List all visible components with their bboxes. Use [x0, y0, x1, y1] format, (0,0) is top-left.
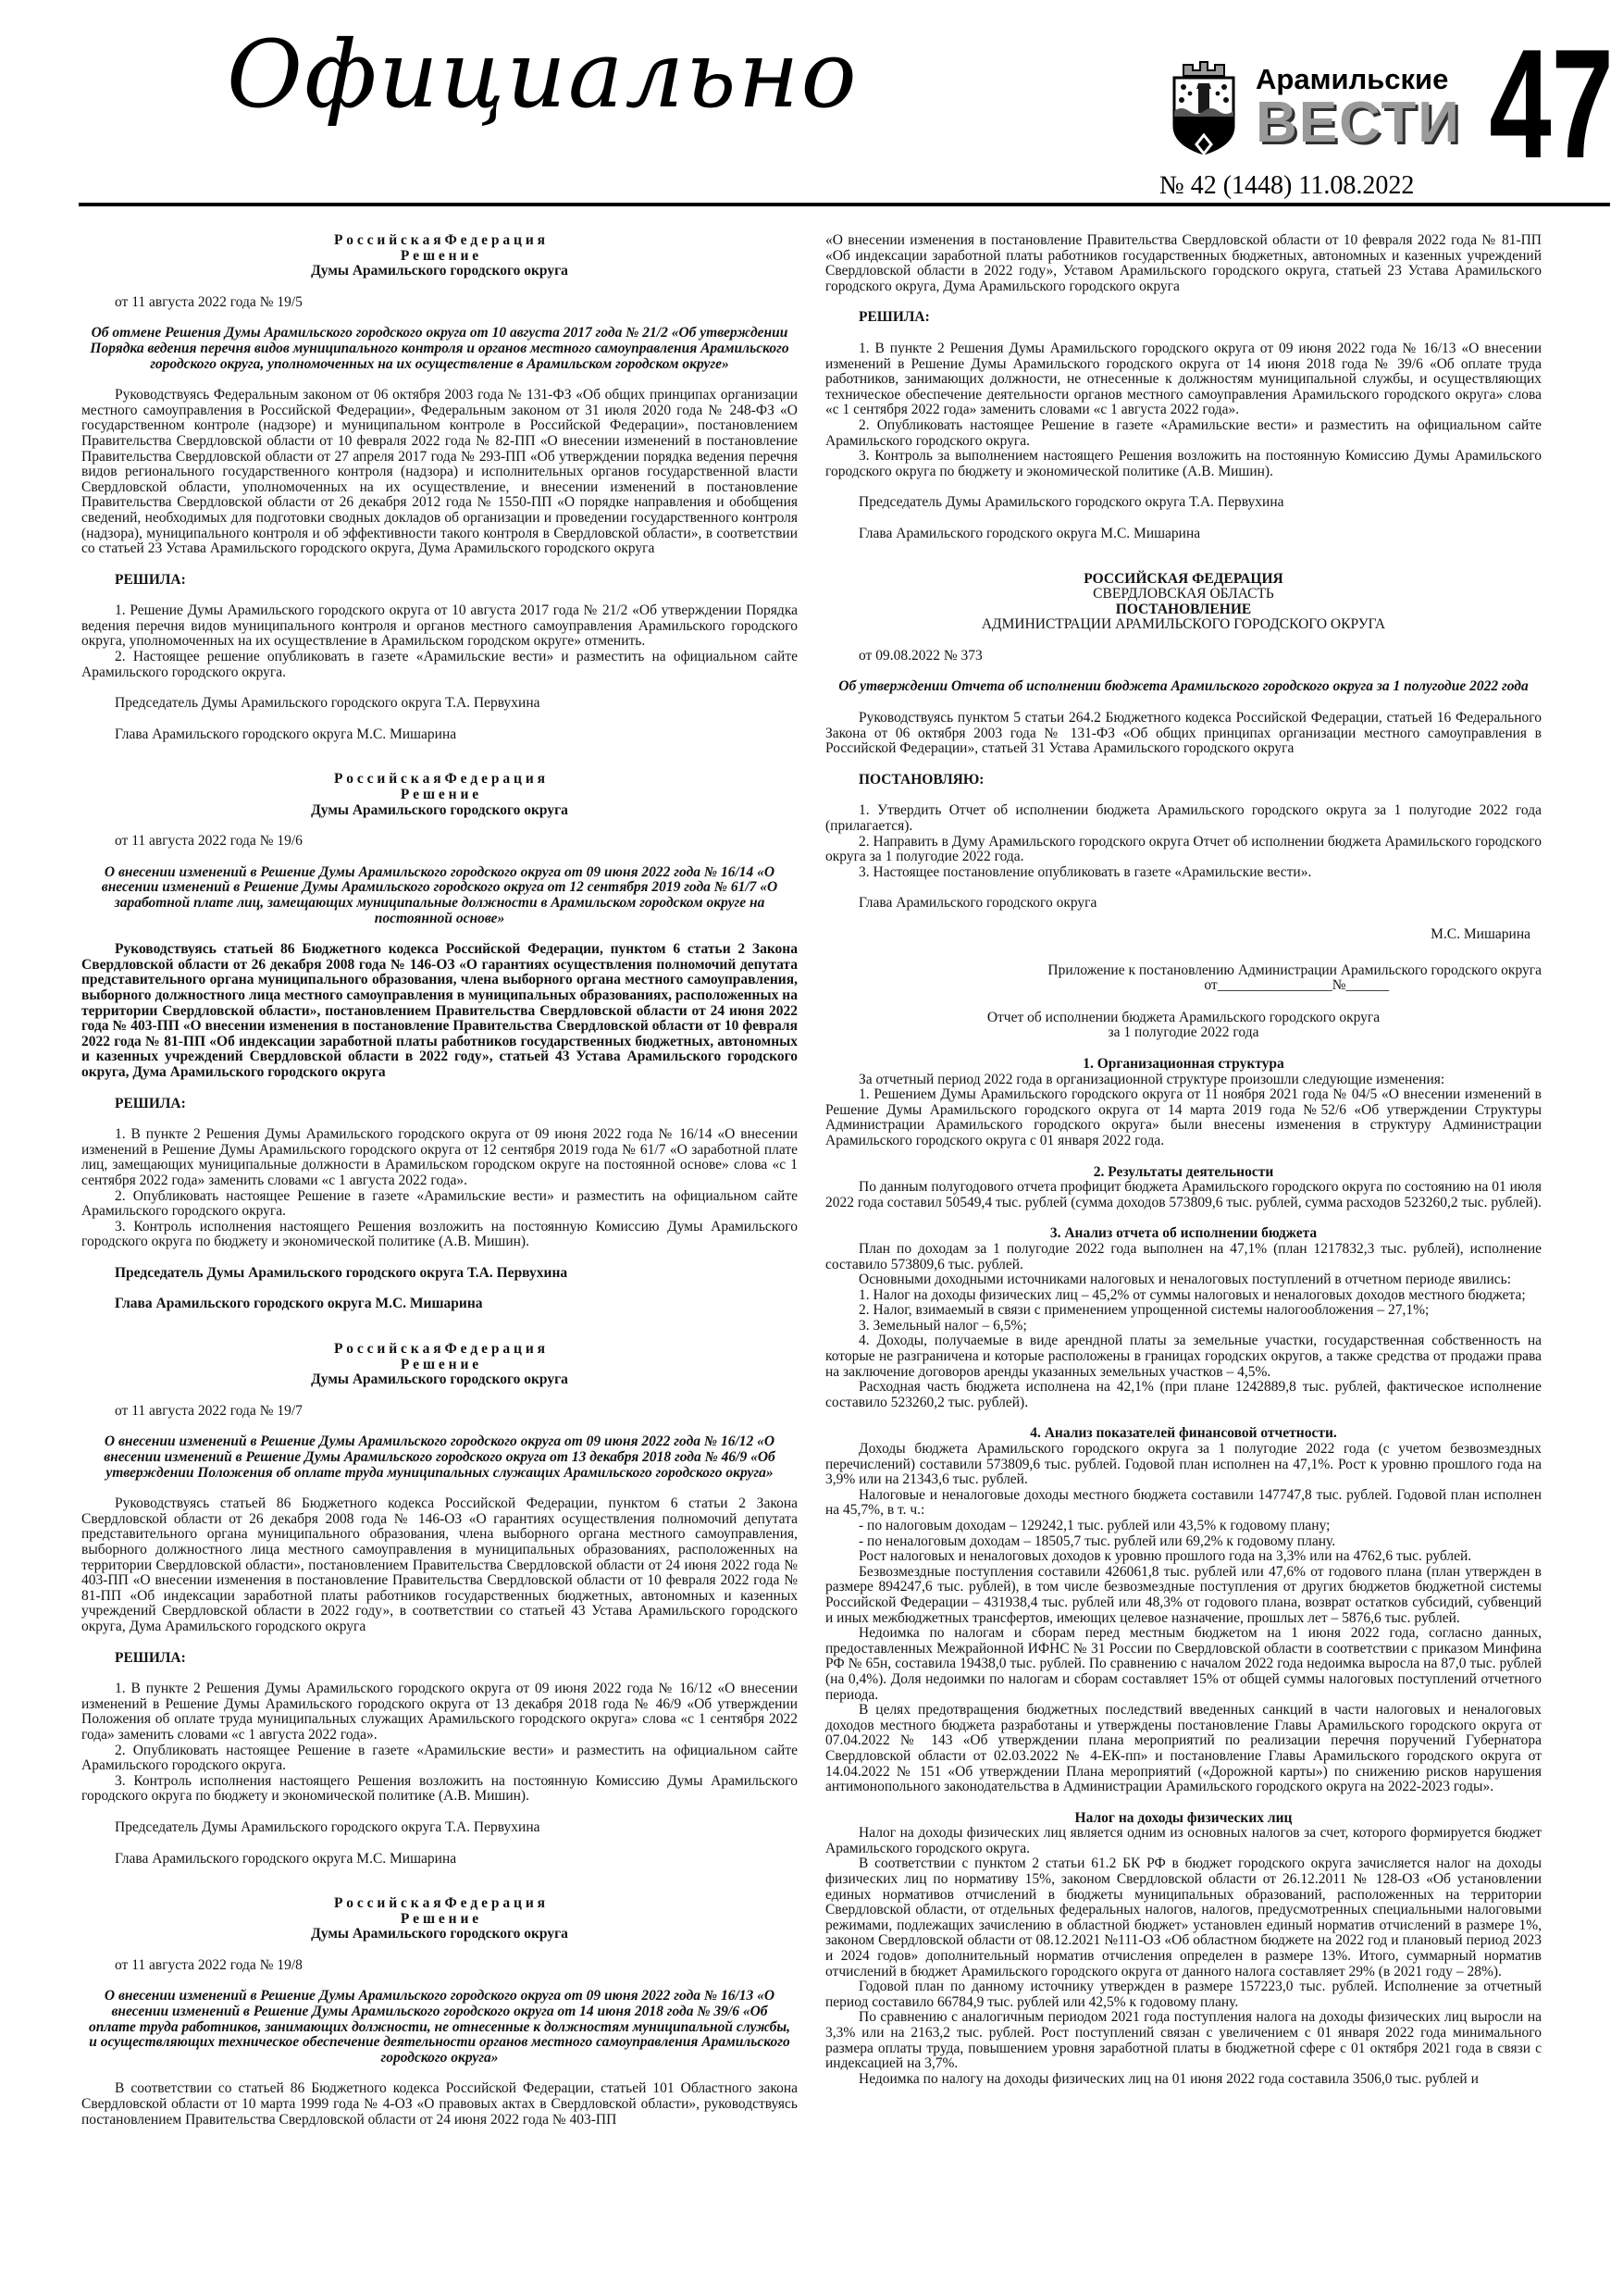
paragraph: 2. Направить в Думу Арамильского городского округа Отчет об исполнении бюджета Арамильского городского округа за 1 полугодие 2022 года.: [825, 833, 1542, 865]
content-columns: [81, 233, 1542, 2128]
paragraph: Основными доходными источниками налоговых и неналоговых поступлений в отчетном периоде явились:: [859, 1272, 1512, 1288]
paragraph: Рост налоговых и неналоговых доходов к уровню прошлого года на 3,3% или на 4762,6 тыс. рублей.: [859, 1548, 1472, 1565]
doc-heading: Р е ш е н и е: [400, 1356, 479, 1372]
paragraph: Руководствуясь статьей 86 Бюджетного кодекса Российской Федерации, пунктом 6 статьи 2 Закона Свердловской области от 26 декабря 2008 года № 146-ОЗ «О гарантиях осуществления полномочий депутата представительного органа муниципального образования, члена выборного органа местного самоуправления, выборного должностного лица местного самоуправления в муниципальных образованиях, расположенных на территории Свердловской области», постановлением Правительства Свердловской области от 24 июня 2022 года № 403-ПП «О внесении изменения в постановление Правительства Свердловской области от 10 февраля 2022 года № 81-ПП «Об индексации заработной платы работников государственных бюджетных, автономных и казенных учреждений Свердловской области в 2022 году», статьей 43 Устава Арамильского городского округа, Дума Арамильского городского округа: [81, 941, 798, 1080]
doc-heading-line: Отчет об исполнении бюджета Арамильского городского округа: [986, 1009, 1381, 1025]
paragraph: Руководствуясь статьей 86 Бюджетного кодекса Российской Федерации, пунктом 6 статьи 2 Закона Свердловской области от 26 декабря 2008 года № 146-ОЗ «О гарантиях осуществления полномочий депутата представительного органа муниципального образования, члена выборного органа местного самоуправления, выборного должностного лица местного самоуправления в муниципальных образованиях, расположенных на территории Свердловской области», постановлением Правительства Свердловской области от 24 июня 2022 года № 403-ПП «О внесении изменения в постановление Правительства Свердловской области от 10 февраля 2022 года № 81-ПП «Об индексации заработной платы работников государственных бюджетных, автономных и казенных учреждений Свердловской области в 2022 году», в соответствии со статьей 43 Устава Арамильского городского округа, Дума Арамильского городского округа: [81, 1496, 798, 1634]
paragraph: 2. Опубликовать настоящее Решение в газете «Арамильские вести» и разместить на официальном сайте Арамильского городского округа.: [825, 416, 1542, 449]
paragraph: Налоговые и неналоговые доходы местного бюджета составили 147747,8 тыс. рублей. Годовой план исполнен на 45,7%, в т. ч.:: [825, 1486, 1542, 1519]
doc-heading: Думы Арамильского городского округа: [311, 801, 568, 818]
paragraph: 2. Опубликовать настоящее Решение в газете «Арамильские вести» и разместить на официальном сайте Арамильского городского округа.: [81, 1187, 798, 1220]
signature: Глава Арамильского городского округа М.С. Мишарина: [115, 726, 457, 742]
paragraph: 3. Земельный налог – 6,5%;: [859, 1317, 1027, 1334]
appendix-ref: от________________№______: [1204, 977, 1389, 994]
doc-heading: Р о с с и й с к а я Ф е д е р а ц и я: [333, 232, 546, 248]
doc-heading-line: АДМИНИСТРАЦИИ АРАМИЛЬСКОГО ГОРОДСКОГО ОКРУГА: [981, 616, 1386, 633]
page-number: 47: [1489, 17, 1614, 191]
paragraph: 1. В пункте 2 Решения Думы Арамильского городского округа от 09 июня 2022 года № 16/12 «О внесении изменений в Решение Думы Арамильского городского округа от 13 декабря 2018 года № 46/9 «Об утверждении Положения об оплате труда муниципальных служащих Арамильского городского округа» слова «с 1 сентября 2022 года» заменить словами «с 1 августа 2022 года».: [81, 1681, 798, 1743]
signature: Председатель Думы Арамильского городского округа Т.А. Первухина: [115, 695, 540, 712]
masthead: [1159, 56, 1461, 167]
doc-heading: Р о с с и й с к а я Ф е д е р а ц и я: [333, 771, 546, 788]
signature-name: М.С. Мишарина: [1431, 926, 1530, 942]
doc-heading: Р е ш е н и е: [400, 787, 479, 803]
paragraph: 1. Решение Думы Арамильского городского округа от 10 августа 2017 года № 21/2 «Об утверждении Порядка ведения перечня видов муниципального контроля и органов местного самоуправления Арамильского городского округа, уполномоченных на их осуществление в Арамильском городском округе» отменить.: [81, 602, 798, 650]
doc-heading: Р о с с и й с к а я Ф е д е р а ц и я: [333, 1341, 546, 1358]
masthead-name-top: Арамильские: [1256, 63, 1449, 95]
operative-heading: РЕШИЛА:: [859, 309, 930, 326]
operative-heading: РЕШИЛА:: [115, 1649, 186, 1666]
paragraph: - по налоговым доходам – 129242,1 тыс. рублей или 43,5% к годовому плану;: [859, 1518, 1331, 1533]
doc-heading-line: за 1 полугодие 2022 года: [1108, 1024, 1259, 1041]
paragraph: 3. Контроль за выполнением настоящего Решения возложить на постоянную Комиссию Думы Арамильского городского округа по бюджету и экономической политике (А.В. Мишин).: [825, 448, 1542, 479]
signature: Глава Арамильского городского округа М.С. Мишарина: [859, 525, 1201, 541]
signature: Глава Арамильского городского округа М.С. Мишарина: [115, 1296, 483, 1312]
doc-heading: Думы Арамильского городского округа: [311, 263, 568, 279]
column-right: [825, 233, 1542, 2128]
signature: Председатель Думы Арамильского городского округа Т.А. Первухина: [115, 1818, 540, 1835]
paragraph: Безвозмездные поступления составили 426061,8 тыс. рублей или 47,6% от годового плана (план утвержден в размере 894247,6 тыс. рублей), в том числе безвозмездные поступления от других бюджетов бюджетной системы Российской Федерации – 431938,4 тыс. рублей или 48,3% от годового плана, возврат остатков субсидий, субвенций и иных межбюджетных трансфертов, имеющих целевое назначение, прошлых лет – 5876,6 тыс. рублей.: [825, 1563, 1542, 1626]
paragraph: Годовой план по данному источнику утвержден в размере 157223,0 тыс. рублей. Исполнение за отчетный период составило 66784,9 тыс. рублей или 42,5% к годовому плану.: [825, 1979, 1542, 2010]
paragraph: 3. Контроль исполнения настоящего Решения возложить на постоянную Комиссию Думы Арамильского городского округа по бюджету и экономической политике (А.В. Мишин).: [81, 1218, 798, 1250]
paragraph: 1. В пункте 2 Решения Думы Арамильского городского округа от 09 июня 2022 года № 16/13 «О внесении изменений в Решение Думы Арамильского городского округа от 14 июня 2018 года № 39/6 «Об оплате труда работников, занимающих должности, не отнесенные к должностям муниципальной службы, и осуществляющих техническое обеспечение деятельности органов местного самоуправления Арамильского городского округа» слова «с 1 сентября 2022 года» заменить словами «с 1 августа 2022 года».: [825, 340, 1542, 418]
paragraph: «О внесении изменения в постановление Правительства Свердловской области от 10 февраля 2022 года № 81-ПП «Об индексации заработной платы работников государственных бюджетных, автономных и казенных учреждений Свердловской области в 2022 году», Уставом Арамильского городского округа, статьей 23 Устава Арамильского городского округа, Дума Арамильского городского округа: [825, 232, 1542, 294]
paragraph: 2. Настоящее решение опубликовать в газете «Арамильские вести» и разместить на официальном сайте Арамильского городского округа.: [81, 649, 798, 680]
paragraph: По данным полугодового отчета профицит бюджета Арамильского городского округа по состоянию на 01 июля 2022 года составил 50549,4 тыс. рублей (сумма доходов 573809,6 тыс. рублей, сумма расходов 523260,2 тыс. рублей).: [825, 1179, 1542, 1210]
paragraph: Налог на доходы физических лиц является одним из основных налогов за счет, которого формируется бюджет Арамильского городского округа.: [825, 1825, 1542, 1856]
doc-heading: Думы Арамильского городского округа: [311, 1926, 568, 1942]
paragraph: По сравнению с аналогичным периодом 2021 года поступления налога на доходы физических лиц выросли на 3,3% или на 2163,2 тыс. рублей. Рост поступлений связан с увеличением с 01 января 2022 года минимального размера оплаты труда, повышением уровня заработной платы в бюджетной сфере с 01 октября 2021 года в связи с индексацией на 3,7%.: [825, 2009, 1542, 2072]
doc-heading: РОССИЙСКАЯ ФЕДЕРАЦИЯ: [1084, 570, 1283, 587]
paragraph: За отчетный период 2022 года в организационной структуре произошли следующие изменения:: [859, 1071, 1445, 1087]
column-left: [81, 233, 798, 2128]
doc-heading: Р о с с и й с к а я Ф е д е р а ц и я: [333, 1895, 546, 1912]
doc-date: от 11 августа 2022 года № 19/8: [115, 1956, 303, 1973]
paragraph: Недоимка по налогу на доходы физических лиц на 01 июня 2022 года составила 3506,0 тыс. рублей и: [859, 2070, 1479, 2087]
paragraph: Доходы бюджета Арамильского городского округа за 1 полугодие 2022 года (с учетом безвозмездных перечислений) составили 573809,6 тыс. рублей. Годовой план исполнен на 47,1%. Рост к уровню прошлого года на 3,9% или на 21343,6 тыс. рублей.: [825, 1441, 1542, 1488]
masthead-vesti: ВЕСТИ: [1256, 91, 1461, 155]
operative-heading: ПОСТАНОВЛЯЮ:: [859, 771, 985, 788]
section-heading: Налог на доходы физических лиц: [1074, 1809, 1293, 1826]
signature: Председатель Думы Арамильского городского округа Т.А. Первухина: [115, 1264, 568, 1281]
signature: Глава Арамильского городского округа М.С. Мишарина: [115, 1850, 457, 1867]
paragraph: 3. Контроль исполнения настоящего Решения возложить на постоянную Комиссию Думы Арамильского городского округа по бюджету и экономической политике (А.В. Мишин).: [81, 1772, 798, 1805]
doc-date: от 09.08.2022 № 373: [859, 647, 983, 664]
doc-heading: ПОСТАНОВЛЕНИЕ: [1115, 601, 1252, 617]
doc-heading-line: СВЕРДЛОВСКАЯ ОБЛАСТЬ: [1093, 586, 1274, 602]
paragraph: Руководствуясь Федеральным законом от 06 октября 2003 года № 131-ФЗ «Об общих принципах организации местного самоуправления в Российской Федерации», Федеральным законом от 31 июля 2020 года № 248-ФЗ «О государственном контроле (надзоре) и муниципальном контроле в Российской Федерации», постановлением Правительства Свердловской области от 10 февраля 2022 года № 82-ПП «О внесении изменений в постановление Правительства Свердловской области от 27 апреля 2017 года № 293-ПП «Об утверждении порядка ведения перечня видов регионального государственного контроля (надзора) и исполнительных органов государственной власти Свердловской области, уполномоченных на их осуществление, и внесении изменений в постановление Правительства Свердловской области от 26 декабря 2012 года № 1550-ПП «О порядке направления и обобщения сведений, необходимых для подготовки сводных докладов об организации и проведении государственного контроля (надзора), муниципального контроля и об эффективности такого контроля в Свердловской области», в соответствии со статьей 23 Устава Арамильского городского округа, Дума Арамильского городского округа: [81, 387, 798, 557]
paragraph: Руководствуясь пунктом 5 статьи 264.2 Бюджетного кодекса Российской Федерации, статьей 16 Федерального Закона от 06 октября 2003 года № 131-ФЗ «Об общих принципах организации местного самоуправления в Российской Федерации», статьей 31 Устава Арамильского городского округа: [825, 710, 1542, 757]
paragraph: В соответствии с пунктом 2 статьи 61.2 БК РФ в бюджет городского округа зачисляется налог на доходы физических лиц по нормативу 15%, законом Свердловской области от 26.12.2011 № 128-ОЗ «Об установлении единых нормативов отчислений в бюджеты муниципальных образований, расположенных на территории Свердловской области, от отдельных федеральных налогов, налогов, предусмотренных специальными налоговыми режимами, подлежащих зачислению в областной бюджет» установлен единый норматив отчислений в размере 1%, законом Свердловской области от 08.12.2021 №111-ОЗ «Об областном бюджете на 2022 год и плановый период 2023 и 2024 годов» дополнительный норматив отчисления определен в размере 13%. Итого, суммарный норматив отчислений в бюджет Арамильского городского округа от данного налога составляет 29% (в 2021 году – 28%).: [825, 1855, 1542, 1980]
paragraph: 1. Утвердить Отчет об исполнении бюджета Арамильского городского округа за 1 полугодие 2022 года (прилагается).: [825, 802, 1542, 835]
paragraph: 4. Доходы, получаемые в виде арендной платы за земельные участки, государственная собственность на которые не разграничена и которые расположены в границах городских округов, а также средства от продажи права на заключение договоров аренды указанных земельных участков – 4,5%.: [825, 1333, 1542, 1380]
section-heading: 1. Организационная структура: [1083, 1055, 1284, 1072]
doc-date: от 11 августа 2022 года № 19/5: [115, 293, 303, 310]
section-heading: 4. Анализ показателей финансовой отчетности.: [1030, 1425, 1337, 1442]
paragraph: 1. Решением Думы Арамильского городского округа от 11 ноября 2021 года № 04/5 «О внесении изменений в Решение Думы Арамильского городского округа от 14 марта 2019 года №52/6 «Об утверждении Структуры Администрации Арамильского городского округа» были внесены изменения в структуру Администрации Арамильского городского округа с 01 января 2022 года.: [825, 1086, 1542, 1148]
paragraph: 2. Налог, взимаемый в связи с применением упрощенной системы налогообложения – 27,1%;: [859, 1302, 1430, 1319]
aramil-coat-of-arms-icon: [1159, 56, 1248, 167]
section-heading: 2. Результаты деятельности: [1093, 1163, 1274, 1180]
signature: Председатель Думы Арамильского городского округа Т.А. Первухина: [859, 494, 1284, 511]
doc-title: Об отмене Решения Думы Арамильского городского округа от 10 августа 2017 года № 21/2 «Об утверждении Порядка ведения перечня видов муниципального контроля и органов местного самоуправления Арамильского городского округа, уполномоченных на их осуществление в Арамильском городском округе»: [90, 325, 789, 372]
appendix-ref: Приложение к постановлению Администрации Арамильского городского округа: [1047, 962, 1542, 978]
paragraph: 2. Опубликовать настоящее Решение в газете «Арамильские вести» и разместить на официальном сайте Арамильского городского округа.: [81, 1742, 798, 1774]
doc-heading: Думы Арамильского городского округа: [311, 1371, 568, 1388]
doc-title: О внесении изменений в Решение Думы Арамильского городского округа от 09 июня 2022 года № 16/14 «О внесении изменений в Решение Думы Арамильского городского округа от 12 сентября 2019 года № 61/7 «О заработной плате лиц, замещающих муниципальные должности в Арамильском городском округе на постоянной основе»: [101, 863, 778, 926]
doc-heading: Р е ш е н и е: [400, 247, 479, 264]
paragraph: В целях предотвращения бюджетных последствий введенных санкций в части налоговых и неналоговых доходов местного бюджета разработаны и утверждены постановление Главы Арамильского городского округа от 07.04.2022 № 143 «Об утверждении плана мероприятий по реализации перечня поручений Губернатора Свердловской области от 02.03.2022 № 4-ЕК-пп» и постановление Главы Арамильского городского округа от 14.04.2022 № 151 «Об утверждении Плана мероприятий («Дорожной карты») по снижению рисков нарушения антимонопольного законодательства в Администрации Арамильского городского округа на 2022-2023 годы».: [825, 1702, 1542, 1795]
paragraph: Недоимка по налогам и сборам перед местным бюджетом на 1 июня 2022 года, согласно данных, предоставленных Межрайонной ИФНС № 31 России по Свердловской области в соответствии с приказом Минфина РФ № 65н, составила 19438,0 тыс. рублей. По сравнению с началом 2022 года недоимка выросла на 87,0 тыс. рублей (на 0,4%). Доля недоимки по налогам и сборам составляет 15% от общей суммы налоговых поступлений отчетного периода.: [825, 1625, 1542, 1703]
doc-date: от 11 августа 2022 года № 19/6: [115, 833, 303, 850]
paragraph: Расходная часть бюджета исполнена на 42,1% (при плане 1242889,8 тыс. рублей, фактическое исполнение составило 523260,2 тыс. рублей).: [825, 1379, 1542, 1410]
header-divider: [79, 203, 1610, 206]
doc-title: О внесении изменений в Решение Думы Арамильского городского округа от 09 июня 2022 года № 16/12 «О внесении изменений в Решение Думы Арамильского городского округа от 13 декабря 2018 года № 46/9 «Об утверждении Положения об оплате труда муниципальных служащих Арамильского городского округа»: [104, 1433, 775, 1481]
paragraph: 3. Настоящее постановление опубликовать в газете «Арамильские вести».: [859, 863, 1312, 880]
paragraph: 1. Налог на доходы физических лиц – 45,2% от суммы налоговых и неналоговых доходов местного бюджета;: [859, 1286, 1526, 1303]
paragraph: План по доходам за 1 полугодие 2022 года выполнен на 47,1% (план 1217832,3 тыс. рублей), исполнение составило 573809,6 тыс. рублей.: [825, 1240, 1542, 1272]
operative-heading: РЕШИЛА:: [115, 571, 186, 588]
page-title: Официально: [227, 20, 859, 129]
doc-heading: Р е ш е н и е: [400, 1910, 479, 1927]
paragraph: - по неналоговым доходам – 18505,7 тыс. рублей или 69,2% к годовому плану.: [859, 1533, 1336, 1549]
issue-line: № 42 (1448) 11.08.2022: [1159, 171, 1415, 200]
operative-heading: РЕШИЛА:: [115, 1095, 186, 1111]
section-heading: 3. Анализ отчета об исполнении бюджета: [1049, 1225, 1318, 1242]
doc-date: от 11 августа 2022 года № 19/7: [115, 1402, 303, 1419]
paragraph: 1. В пункте 2 Решения Думы Арамильского городского округа от 09 июня 2022 года № 16/14 «О внесении изменений в Решение Думы Арамильского городского округа от 12 сентября 2019 года № 61/7 «О заработной плате лиц, замещающих муниципальные должности в Арамильском городском округе на постоянной основе» слова «с 1 сентября 2022 года» заменить словами «с 1 августа 2022 года».: [81, 1126, 798, 1188]
doc-title: Об утверждении Отчета об исполнении бюджета Арамильского городского округа за 1 полугодие 2022 года: [838, 678, 1529, 695]
paragraph: В соответствии со статьей 86 Бюджетного кодекса Российской Федерации, статьей 101 Областного закона Свердловской области от 10 марта 1999 года № 4-ОЗ «О правовых актах в Свердловской области», руководствуясь постановлением Правительства Свердловской области от 24 июня 2022 года № 403-ПП: [81, 2080, 798, 2128]
signature: Глава Арамильского городского округа: [859, 895, 1097, 912]
doc-title: О внесении изменений в Решение Думы Арамильского городского округа от 09 июня 2022 года № 16/13 «О внесении изменений в Решение Думы Арамильского городского округа от 14 июня 2018 года № 39/6 «Об оплате труда работников, занимающих должности, не отнесенные к должностям муниципальной службы, и осуществляющих техническое обеспечение деятельности органов местного самоуправления Арамильского городского округа»: [89, 1988, 790, 2066]
